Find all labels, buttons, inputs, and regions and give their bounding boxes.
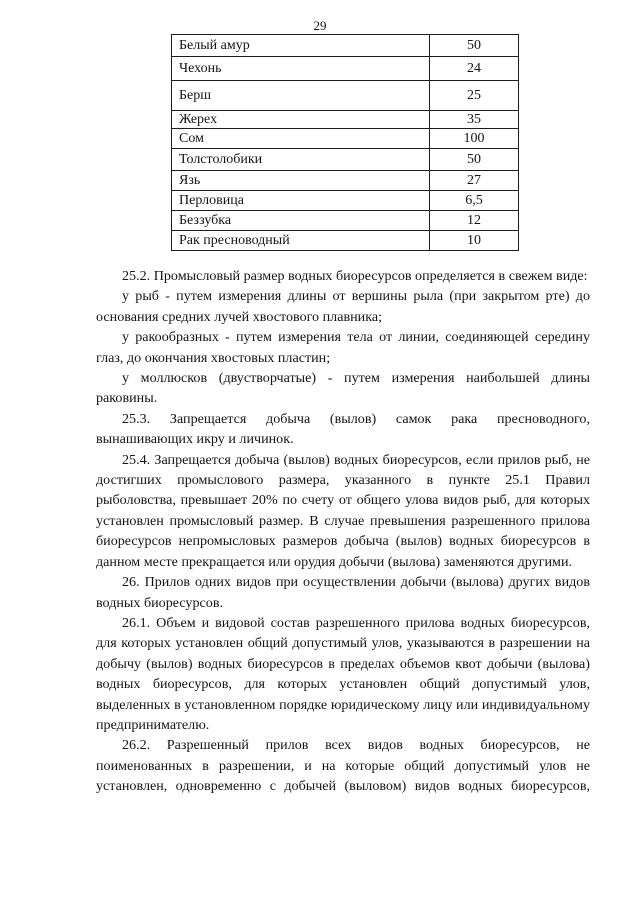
species-value: 12 [430,211,519,231]
species-name: Перловица [172,191,430,211]
species-value: 50 [430,149,519,171]
paragraph-25-4: 25.4. Запрещается добыча (вылов) водных биоресурсов, если прилов рыб, не достигших промыслового размера, указанного в пункте 25.1 Правил рыболовства, превышает 20% по счету от общего улова видов рыб, для которых установлен промысловый размер. В случае превышения разрешенного прилова биоресурсов непромысловых размеров добыча (вылов) водных биоресурсов в данном месте прекращается или орудия добычи (вылова) заменяются другими. [96,451,590,570]
paragraph-26: 26. Прилов одних видов при осуществлении добычи (вылова) других видов водных биоресурсов. [96,574,590,611]
paragraph-25-3: 25.3. Запрещается добыча (вылов) самок рака пресноводного, вынашивающих икру и личинок. [96,410,590,448]
species-name: Беззубка [172,211,430,231]
paragraph-crustaceans: у ракообразных - путем измерения тела от линии, соединяющей середину глаз, до окончания хвостовых пластин; [96,329,590,366]
species-name: Сом [172,129,430,149]
page-number: 29 [313,18,327,33]
species-value: 24 [430,57,519,81]
paragraph-fish: у рыб - путем измерения длины от вершины рыла (при закрытом рте) до основания средних лучей хвостового плавника; [96,288,590,325]
species-name: Берш [172,81,430,111]
species-size-table [171,34,519,251]
paragraph-26-2: 26.2. Разрешенный прилов всех видов водных биоресурсов, не поименованных в разрешении, и на которые общий допустимый улов не установлен, одновременно с добычей (выловом) видов водных биоресурсов, [96,737,590,795]
regulation-text [96,266,590,797]
table-row [172,111,519,129]
table-row [172,129,519,149]
species-value: 27 [430,171,519,191]
table-row [172,57,519,81]
paragraph-mollusks: у моллюсков (двустворчатые) - путем измерения наибольшей длины раковины. [96,370,590,407]
species-name: Толстолобики [172,149,430,171]
species-value: 6,5 [430,191,519,211]
species-value: 100 [430,129,519,149]
paragraph-25-2: 25.2. Промысловый размер водных биоресурсов определяется в свежем виде: [122,268,588,284]
species-name: Жерех [172,111,430,129]
table-row [172,35,519,57]
species-name: Белый амур [172,35,430,57]
species-name: Язь [172,171,430,191]
species-name: Рак пресноводный [172,231,430,251]
table-row [172,191,519,211]
species-name: Чехонь [172,57,430,81]
paragraph-26-1: 26.1. Объем и видовой состав разрешенного прилова водных биоресурсов, для которых установлен общий допустимый улов, указываются в разрешении на добычу (вылов) водных биоресурсов в пределах объемов квот добычи (вылова) водных биоресурсов, для которых установлен общий допустимый улов, выделенных в установленном порядке юридическому лицу или индивидуальному предпринимателю. [96,614,590,733]
table-row [172,231,519,251]
table-row [172,171,519,191]
species-value: 25 [430,81,519,111]
table-row [172,211,519,231]
table-row [172,149,519,171]
species-value: 35 [430,111,519,129]
species-value: 50 [430,35,519,57]
species-value: 10 [430,231,519,251]
table-row [172,81,519,111]
